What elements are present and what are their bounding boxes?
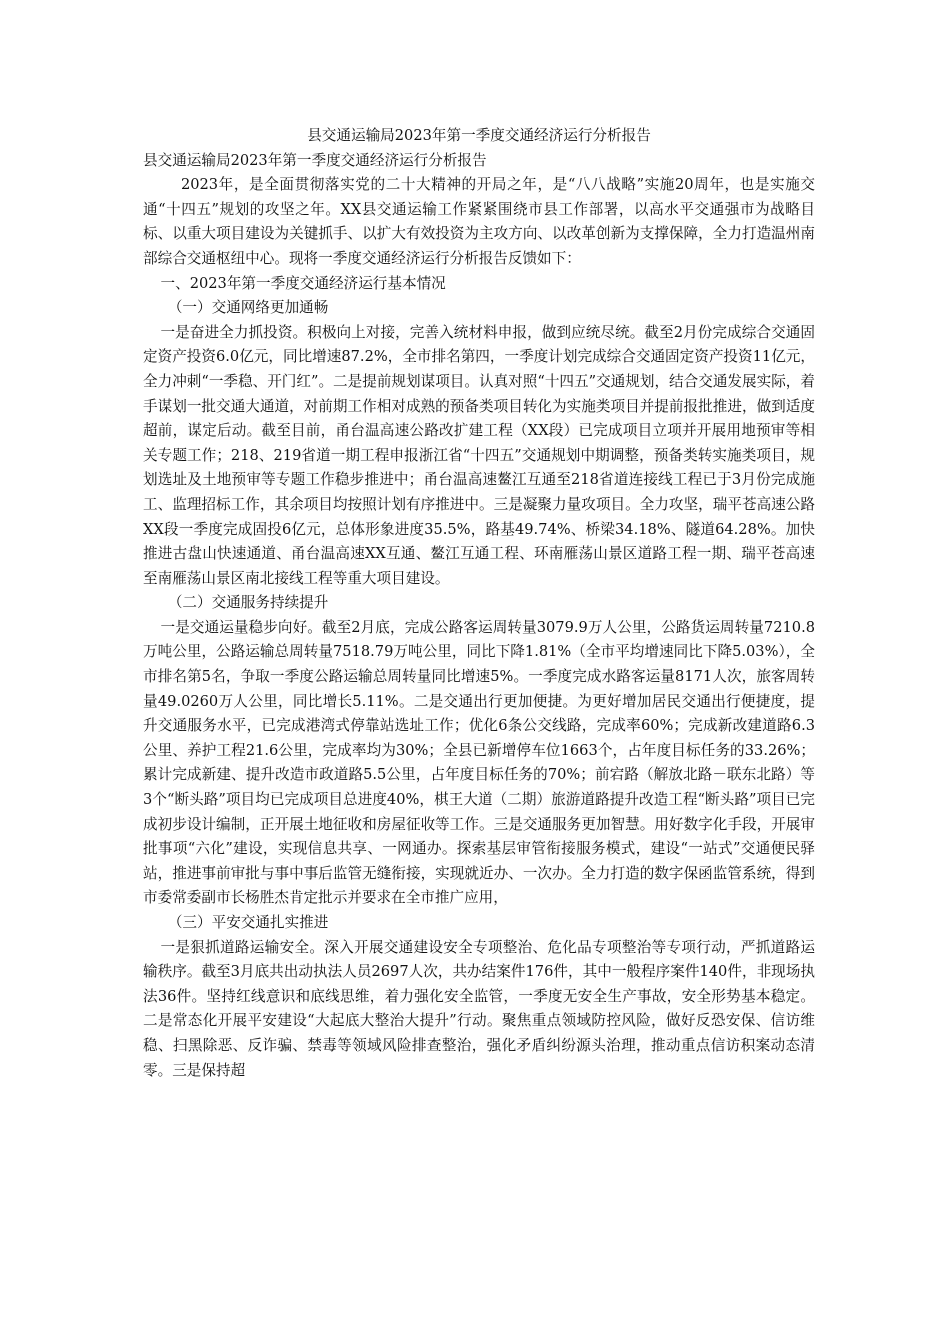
subsection-2-body: 一是交通运量稳步向好。截至2月底，完成公路客运周转量3079.9万人公里，公路货运周转量7210.8万吨公里，公路运输总周转量7518.79万吨公里，同比下降1.81%（全市平均增速同比下降5.03%），全市排名第5名，争取一季度公路运输总周转量同比增速5%。一季度完成水路客运量8171人次，旅客周转量49.0260万人公里，同比增长5.11%。二是交通出行更加便捷。为更好增加居民交通出行便捷度，提升交通服务水平，已完成港湾式停靠站选址工作；优化6条公交线路，完成率60%；完成新改建道路6.3公里、养护工程21.6公里，完成率均为30%；全县已新增停车位1663个，占年度目标任务的33.26%；累计完成新建、提升改造市政道路5.5公里，占年度目标任务的70%；前宕路（解放北路－联东北路）等3个“断头路”项目均已完成项目总进度40%，棋王大道（二期）旅游道路提升改造工程“断头路”项目已完成初步设计编制，正开展土地征收和房屋征收等工作。三是交通服务更加智慧。用好数字化手段，开展审批事项“六化”建设，实现信息共享、一网通办。探索基层审管衔接服务模式，建设“一站式”交通便民驿站，推进事前审批与事中事后监管无缝衔接，实现就近办、一次办。全力打造的数字保函监管系统，得到市委常委副市长杨胜杰肯定批示并要求在全市推广应用， bbox=[143, 618, 815, 907]
subsection-3-heading: （三）平安交通扎实推进 bbox=[167, 914, 329, 931]
section-1-heading: 一、2023年第一季度交通经济运行基本情况 bbox=[160, 274, 446, 292]
document-page bbox=[143, 124, 815, 1083]
intro-paragraph: 2023年，是全面贯彻落实党的二十大精神的开局之年，是“八八战略”实施20周年，也是实施交通“十四五”规划的攻坚之年。XX县交通运输工作紧紧围绕市县工作部署，以高水平交通强市为战略目标、以重大项目建设为关键抓手、以扩大有效投资为主攻方向、以改革创新为支撑保障，全力打造温州南部综合交通枢纽中心。现将一季度交通经济运行分析报告反馈如下： bbox=[143, 176, 815, 267]
subsection-2-heading: （二）交通服务持续提升 bbox=[167, 594, 329, 612]
subsection-1-heading: （一）交通网络更加通畅 bbox=[167, 299, 329, 317]
subsection-3-body: 一是狠抓道路运输安全。深入开展交通建设安全专项整治、危化品专项整治等专项行动，严抓道路运输秩序。截至3月底共出动执法人员2697人次，共办结案件176件，其中一般程序案件140件，非现场执法36件。坚持红线意识和底线思维，着力强化安全监管，一季度无安全生产事故，安全形势基本稳定。二是常态化开展平安建设“大起底大整治大提升”行动。聚焦重点领域防控风险，做好反恐安保、信访维稳、扫黑除恶、反诈骗、禁毒等领域风险排查整治，强化矛盾纠纷源头治理，推动重点信访积案动态清零。三是保持超 bbox=[143, 938, 815, 1079]
document-subtitle: 县交通运输局2023年第一季度交通经济运行分析报告 bbox=[143, 151, 487, 169]
subsection-1-body: 一是奋进全力抓投资。积极向上对接，完善入统材料申报，做到应统尽统。截至2月份完成综合交通固定资产投资6.0亿元，同比增速87.2%，全市排名第四，一季度计划完成综合交通固定资产投资11亿元，全力冲刺“一季稳、开门红”。二是提前规划谋项目。认真对照“十四五”交通规划，结合交通发展实际，着手谋划一批交通大通道，对前期工作相对成熟的预备类项目转化为实施类项目并提前报批推进，做到适度超前，谋定后动。截至目前，甬台温高速公路改扩建工程（XX段）已完成项目立项并开展用地预审等相关专题工作；218、219省道一期工程申报浙江省“十四五”交通规划中期调整，预备类转实施类项目，规划选址及土地预审等专题工作稳步推进中；甬台温高速鳌江互通至218省道连接线工程已于3月份完成施工、监理招标工作，其余项目均按照计划有序推进中。三是凝聚力量攻项目。全力攻坚，瑞平苍高速公路XX段一季度完成固投6亿元，总体形象进度35.5%，路基49.74%、桥梁34.18%、隧道64.28%。加快推进古盘山快速通道、甬台温高速XX互通、鳌江互通工程、环南雁荡山景区道路工程一期、瑞平苍高速至南雁荡山景区南北接线工程等重大项目建设。 bbox=[143, 323, 815, 587]
document-title: 县交通运输局2023年第一季度交通经济运行分析报告 bbox=[307, 127, 651, 144]
